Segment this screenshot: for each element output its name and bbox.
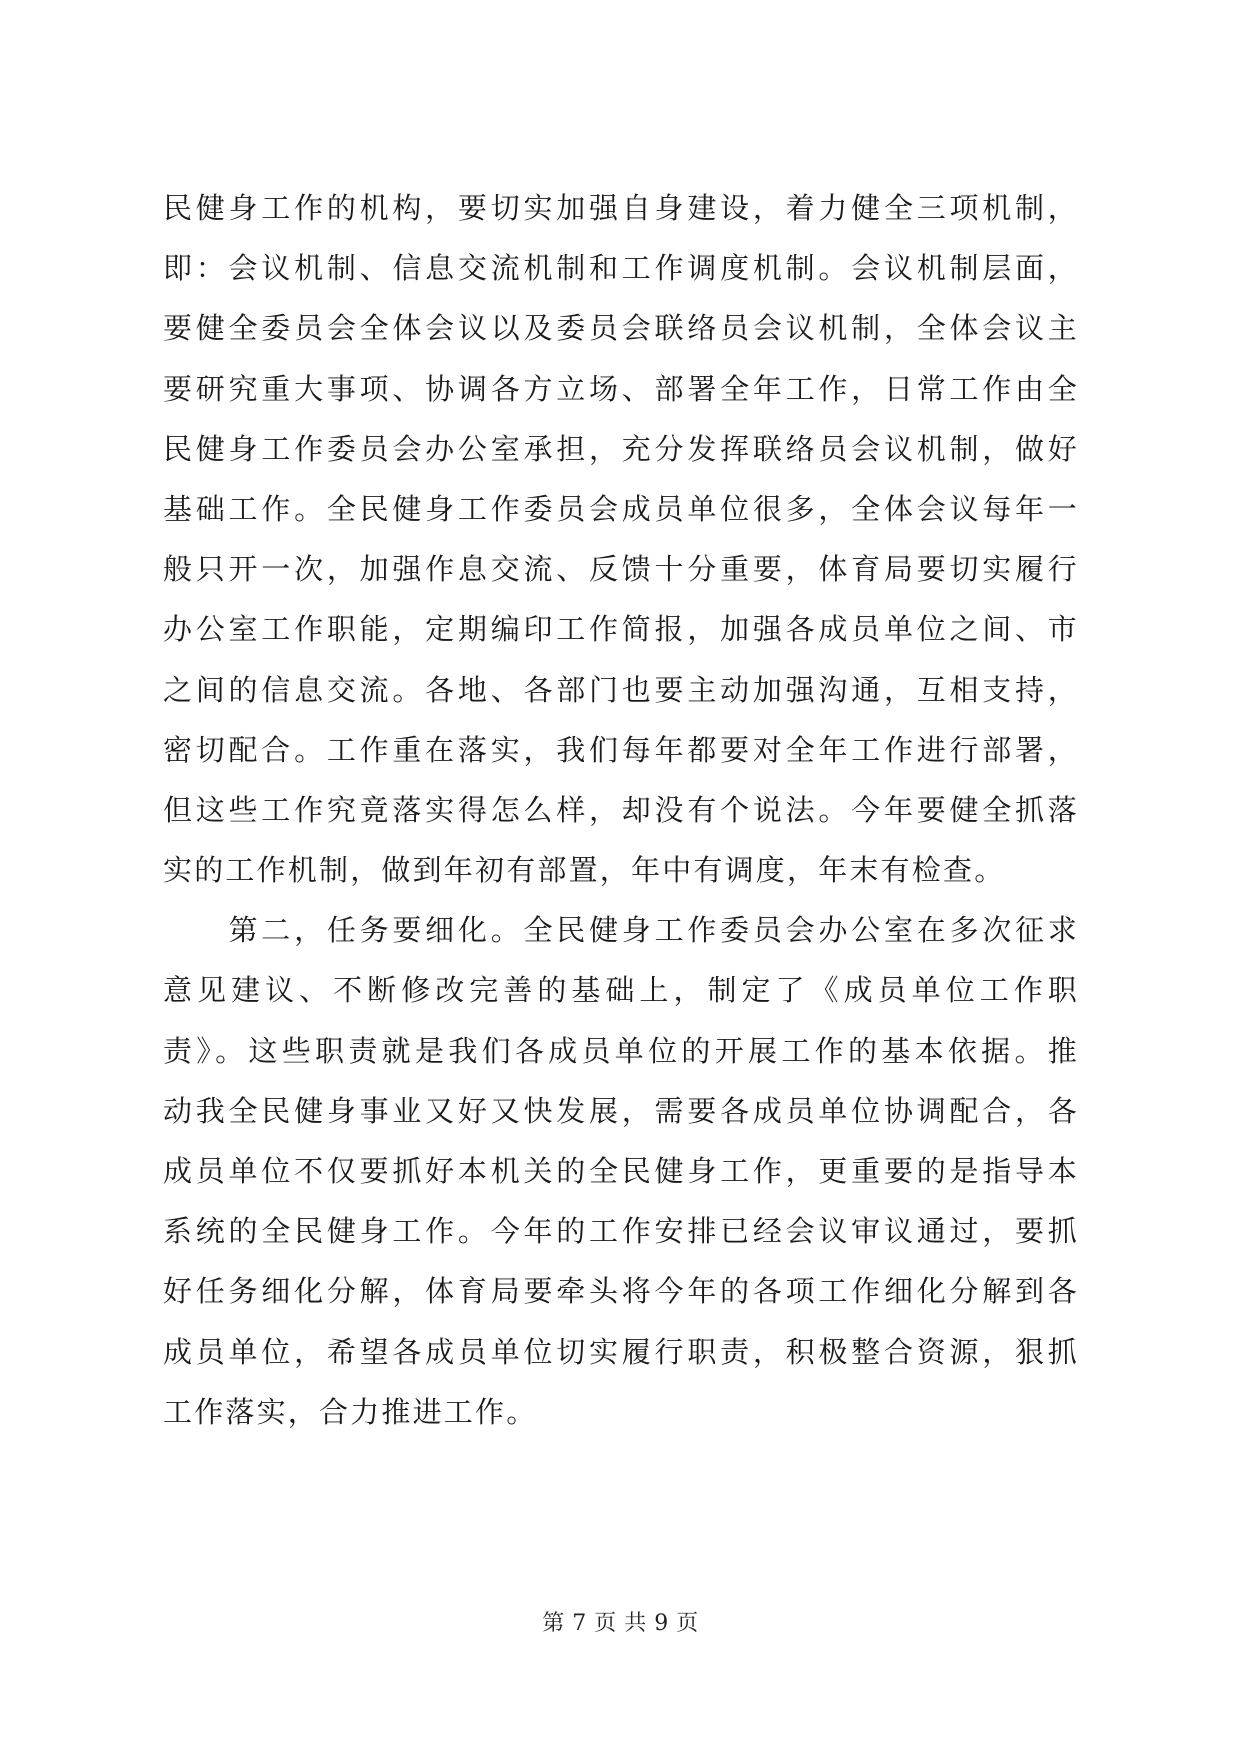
text-line: 般只开一次，加强作息交流、反馈十分重要，体育局要切实履行	[163, 552, 1079, 587]
text-line: 成员单位不仅要抓好本机关的全民健身工作，更重要的是指导本	[163, 1154, 1079, 1188]
text-line: 成员单位，希望各成员单位切实履行职责，积极整合资源，狠抓	[163, 1334, 1079, 1369]
text-line: 民健身工作的机构，要切实加强自身建设，着力健全三项机制，	[163, 191, 1079, 225]
text-line: 责》。这些职责就是我们各成员单位的开展工作的基本依据。推	[163, 1033, 1079, 1068]
text-line: 基础工作。全民健身工作委员会成员单位很多，全体会议每年一	[163, 491, 1079, 526]
text-line: 工作落实，合力推进工作。	[163, 1394, 538, 1429]
body-text	[163, 178, 1079, 1442]
text-line: 之间的信息交流。各地、各部门也要主动加强沟通，互相支持，	[163, 672, 1079, 707]
text-line: 民健身工作委员会办公室承担，充分发挥联络员会议机制，做好	[163, 431, 1079, 466]
text-line: 办公室工作职能，定期编印工作简报，加强各成员单位之间、市	[163, 612, 1079, 647]
text-line: 但这些工作究竟落实得怎么样，却没有个说法。今年要健全抓落	[163, 792, 1079, 827]
text-line: 第二，任务要细化。全民健身工作委员会办公室在多次征求	[163, 913, 1079, 948]
text-line: 好任务细化分解，体育局要牵头将今年的各项工作细化分解到各	[163, 1274, 1079, 1309]
text-line: 即：会议机制、信息交流机制和工作调度机制。会议机制层面，	[163, 251, 1079, 286]
page-number-footer: 第 7 页 共 9 页	[542, 1611, 699, 1636]
text-line: 实的工作机制，做到年初有部置，年中有调度，年末有检查。	[163, 853, 1006, 888]
text-line: 动我全民健身事业又好又快发展，需要各成员单位协调配合，各	[163, 1093, 1079, 1128]
text-line: 要研究重大事项、协调各方立场、部署全年工作，日常工作由全	[163, 371, 1079, 406]
text-line: 要健全委员会全体会议以及委员会联络员会议机制，全体会议主	[163, 311, 1079, 346]
text-line: 系统的全民健身工作。今年的工作安排已经会议审议通过，要抓	[163, 1214, 1079, 1249]
text-line: 意见建议、不断修改完善的基础上，制定了《成员单位工作职	[163, 973, 1079, 1008]
text-line: 密切配合。工作重在落实，我们每年都要对全年工作进行部署，	[163, 732, 1079, 767]
